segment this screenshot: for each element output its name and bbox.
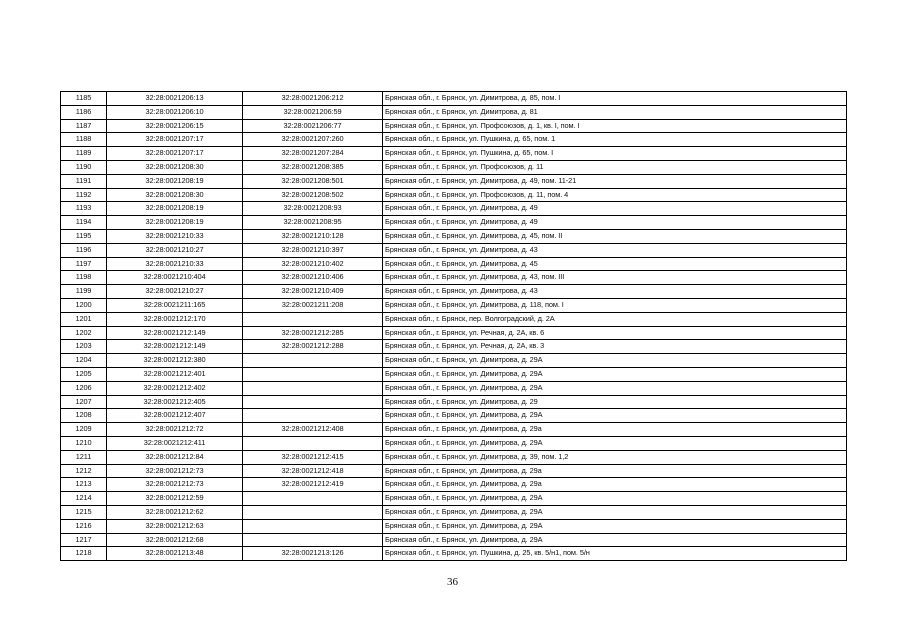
row-number-cell: 1211 (61, 450, 107, 464)
table-row (61, 423, 847, 437)
object-cadastral-number-cell: 32:28:0021208:385 (243, 160, 383, 174)
address-cell: Брянская обл., г. Брянск, ул. Димитрова, д. 45 (383, 257, 847, 271)
object-cadastral-number-cell (243, 533, 383, 547)
object-cadastral-number-cell (243, 354, 383, 368)
row-number-cell: 1215 (61, 505, 107, 519)
object-cadastral-number-cell: 32:28:0021212:408 (243, 423, 383, 437)
parcel-cadastral-number-cell: 32:28:0021208:19 (107, 202, 243, 216)
table-row (61, 160, 847, 174)
parcel-cadastral-number-cell: 32:28:0021213:48 (107, 547, 243, 561)
address-cell: Брянская обл., г. Брянск, ул. Димитрова, д. 29а (383, 464, 847, 478)
address-cell: Брянская обл., г. Брянск, ул. Пушкина, д. 25, кв. 5/н1, пом. 5/н (383, 547, 847, 561)
row-number-cell: 1205 (61, 367, 107, 381)
parcel-cadastral-number-cell: 32:28:0021212:402 (107, 381, 243, 395)
object-cadastral-number-cell: 32:28:0021206:77 (243, 119, 383, 133)
object-cadastral-number-cell: 32:28:0021207:284 (243, 147, 383, 161)
object-cadastral-number-cell (243, 519, 383, 533)
row-number-cell: 1217 (61, 533, 107, 547)
row-number-cell: 1198 (61, 271, 107, 285)
object-cadastral-number-cell: 32:28:0021210:409 (243, 285, 383, 299)
parcel-cadastral-number-cell: 32:28:0021212:149 (107, 326, 243, 340)
row-number-cell: 1187 (61, 119, 107, 133)
parcel-cadastral-number-cell: 32:28:0021208:19 (107, 216, 243, 230)
object-cadastral-number-cell: 32:28:0021208:502 (243, 188, 383, 202)
row-number-cell: 1204 (61, 354, 107, 368)
parcel-cadastral-number-cell: 32:28:0021206:13 (107, 92, 243, 106)
row-number-cell: 1192 (61, 188, 107, 202)
object-cadastral-number-cell: 32:28:0021206:59 (243, 105, 383, 119)
object-cadastral-number-cell: 32:28:0021210:397 (243, 243, 383, 257)
address-cell: Брянская обл., г. Брянск, ул. Димитрова, д. 43, пом. III (383, 271, 847, 285)
table-row (61, 519, 847, 533)
table-row (61, 478, 847, 492)
parcel-cadastral-number-cell: 32:28:0021206:15 (107, 119, 243, 133)
address-cell: Брянская обл., г. Брянск, ул. Димитрова, д. 29А (383, 492, 847, 506)
object-cadastral-number-cell: 32:28:0021212:419 (243, 478, 383, 492)
object-cadastral-number-cell (243, 381, 383, 395)
table-row (61, 229, 847, 243)
object-cadastral-number-cell (243, 505, 383, 519)
object-cadastral-number-cell (243, 395, 383, 409)
table-row (61, 188, 847, 202)
row-number-cell: 1185 (61, 92, 107, 106)
object-cadastral-number-cell: 32:28:0021210:402 (243, 257, 383, 271)
row-number-cell: 1193 (61, 202, 107, 216)
parcel-cadastral-number-cell: 32:28:0021212:380 (107, 354, 243, 368)
row-number-cell: 1202 (61, 326, 107, 340)
address-cell: Брянская обл., г. Брянск, ул. Димитрова, д. 49 (383, 202, 847, 216)
parcel-cadastral-number-cell: 32:28:0021210:404 (107, 271, 243, 285)
table-row (61, 216, 847, 230)
parcel-cadastral-number-cell: 32:28:0021207:17 (107, 147, 243, 161)
cadastral-registry-table (60, 91, 847, 561)
address-cell: Брянская обл., г. Брянск, ул. Профсоюзов, д. 11, пом. 4 (383, 188, 847, 202)
address-cell: Брянская обл., г. Брянск, ул. Димитрова, д. 29А (383, 409, 847, 423)
table-row (61, 119, 847, 133)
address-cell: Брянская обл., г. Брянск, ул. Димитрова, д. 29А (383, 505, 847, 519)
object-cadastral-number-cell (243, 367, 383, 381)
parcel-cadastral-number-cell: 32:28:0021212:73 (107, 464, 243, 478)
row-number-cell: 1194 (61, 216, 107, 230)
parcel-cadastral-number-cell: 32:28:0021210:27 (107, 285, 243, 299)
table-row (61, 147, 847, 161)
row-number-cell: 1200 (61, 298, 107, 312)
address-cell: Брянская обл., г. Брянск, ул. Димитрова, д. 29А (383, 381, 847, 395)
table-row (61, 381, 847, 395)
table-row (61, 298, 847, 312)
object-cadastral-number-cell: 32:28:0021206:212 (243, 92, 383, 106)
object-cadastral-number-cell: 32:28:0021211:208 (243, 298, 383, 312)
table-row (61, 285, 847, 299)
parcel-cadastral-number-cell: 32:28:0021212:84 (107, 450, 243, 464)
address-cell: Брянская обл., г. Брянск, ул. Димитрова, д. 29А (383, 367, 847, 381)
parcel-cadastral-number-cell: 32:28:0021211:165 (107, 298, 243, 312)
address-cell: Брянская обл., г. Брянск, ул. Димитрова, д. 39, пом. 1,2 (383, 450, 847, 464)
table-row (61, 326, 847, 340)
row-number-cell: 1201 (61, 312, 107, 326)
parcel-cadastral-number-cell: 32:28:0021212:407 (107, 409, 243, 423)
row-number-cell: 1199 (61, 285, 107, 299)
object-cadastral-number-cell: 32:28:0021208:501 (243, 174, 383, 188)
address-cell: Брянская обл., г. Брянск, ул. Профсоюзов, д. 11 (383, 160, 847, 174)
parcel-cadastral-number-cell: 32:28:0021212:72 (107, 423, 243, 437)
table-row (61, 492, 847, 506)
object-cadastral-number-cell (243, 312, 383, 326)
table-row (61, 354, 847, 368)
address-cell: Брянская обл., г. Брянск, ул. Димитрова, д. 49, пом. 11-21 (383, 174, 847, 188)
parcel-cadastral-number-cell: 32:28:0021212:411 (107, 436, 243, 450)
parcel-cadastral-number-cell: 32:28:0021212:149 (107, 340, 243, 354)
table-row (61, 367, 847, 381)
object-cadastral-number-cell: 32:28:0021208:95 (243, 216, 383, 230)
object-cadastral-number-cell: 32:28:0021212:418 (243, 464, 383, 478)
parcel-cadastral-number-cell: 32:28:0021212:73 (107, 478, 243, 492)
row-number-cell: 1218 (61, 547, 107, 561)
table-row (61, 533, 847, 547)
object-cadastral-number-cell: 32:28:0021208:93 (243, 202, 383, 216)
table-row (61, 312, 847, 326)
table-row (61, 409, 847, 423)
address-cell: Брянская обл., г. Брянск, ул. Димитрова, д. 45, пом. II (383, 229, 847, 243)
parcel-cadastral-number-cell: 32:28:0021210:33 (107, 257, 243, 271)
row-number-cell: 1213 (61, 478, 107, 492)
parcel-cadastral-number-cell: 32:28:0021212:63 (107, 519, 243, 533)
address-cell: Брянская обл., г. Брянск, ул. Димитрова, д. 29А (383, 354, 847, 368)
table-row (61, 174, 847, 188)
table-row (61, 436, 847, 450)
parcel-cadastral-number-cell: 32:28:0021212:59 (107, 492, 243, 506)
table-row (61, 202, 847, 216)
address-cell: Брянская обл., г. Брянск, ул. Димитрова, д. 29 (383, 395, 847, 409)
table-row (61, 133, 847, 147)
table-row (61, 340, 847, 354)
parcel-cadastral-number-cell: 32:28:0021208:30 (107, 188, 243, 202)
object-cadastral-number-cell (243, 492, 383, 506)
row-number-cell: 1197 (61, 257, 107, 271)
address-cell: Брянская обл., г. Брянск, ул. Димитрова, д. 29а (383, 478, 847, 492)
row-number-cell: 1186 (61, 105, 107, 119)
address-cell: Брянская обл., г. Брянск, ул. Пушкина, д. 65, пом. I (383, 147, 847, 161)
table-row (61, 271, 847, 285)
object-cadastral-number-cell (243, 436, 383, 450)
address-cell: Брянская обл., г. Брянск, ул. Пушкина, д. 65, пом. 1 (383, 133, 847, 147)
address-cell: Брянская обл., г. Брянск, ул. Димитрова, д. 118, пом. I (383, 298, 847, 312)
parcel-cadastral-number-cell: 32:28:0021208:30 (107, 160, 243, 174)
table-row (61, 105, 847, 119)
row-number-cell: 1206 (61, 381, 107, 395)
parcel-cadastral-number-cell: 32:28:0021212:401 (107, 367, 243, 381)
parcel-cadastral-number-cell: 32:28:0021212:62 (107, 505, 243, 519)
address-cell: Брянская обл., г. Брянск, ул. Димитрова, д. 49 (383, 216, 847, 230)
row-number-cell: 1190 (61, 160, 107, 174)
row-number-cell: 1195 (61, 229, 107, 243)
row-number-cell: 1191 (61, 174, 107, 188)
row-number-cell: 1207 (61, 395, 107, 409)
parcel-cadastral-number-cell: 32:28:0021208:19 (107, 174, 243, 188)
parcel-cadastral-number-cell: 32:28:0021212:68 (107, 533, 243, 547)
row-number-cell: 1208 (61, 409, 107, 423)
row-number-cell: 1209 (61, 423, 107, 437)
table-row (61, 505, 847, 519)
address-cell: Брянская обл., г. Брянск, пер. Волгоградский, д. 2А (383, 312, 847, 326)
address-cell: Брянская обл., г. Брянск, ул. Речная, д. 2А, кв. 3 (383, 340, 847, 354)
address-cell: Брянская обл., г. Брянск, ул. Димитрова, д. 29А (383, 436, 847, 450)
address-cell: Брянская обл., г. Брянск, ул. Профсоюзов, д. 1, кв. I, пом. I (383, 119, 847, 133)
row-number-cell: 1196 (61, 243, 107, 257)
page-number: 36 (447, 576, 458, 588)
table-row (61, 92, 847, 106)
row-number-cell: 1203 (61, 340, 107, 354)
table-row (61, 547, 847, 561)
address-cell: Брянская обл., г. Брянск, ул. Димитрова, д. 29а (383, 423, 847, 437)
parcel-cadastral-number-cell: 32:28:0021210:33 (107, 229, 243, 243)
object-cadastral-number-cell: 32:28:0021213:126 (243, 547, 383, 561)
parcel-cadastral-number-cell: 32:28:0021212:405 (107, 395, 243, 409)
parcel-cadastral-number-cell: 32:28:0021206:10 (107, 105, 243, 119)
object-cadastral-number-cell: 32:28:0021212:285 (243, 326, 383, 340)
address-cell: Брянская обл., г. Брянск, ул. Димитрова, д. 43 (383, 285, 847, 299)
address-cell: Брянская обл., г. Брянск, ул. Димитрова, д. 29А (383, 519, 847, 533)
parcel-cadastral-number-cell: 32:28:0021207:17 (107, 133, 243, 147)
row-number-cell: 1210 (61, 436, 107, 450)
row-number-cell: 1212 (61, 464, 107, 478)
object-cadastral-number-cell (243, 409, 383, 423)
address-cell: Брянская обл., г. Брянск, ул. Димитрова, д. 43 (383, 243, 847, 257)
table-row (61, 243, 847, 257)
row-number-cell: 1216 (61, 519, 107, 533)
address-cell: Брянская обл., г. Брянск, ул. Димитрова, д. 85, пом. I (383, 92, 847, 106)
parcel-cadastral-number-cell: 32:28:0021212:170 (107, 312, 243, 326)
table-row (61, 450, 847, 464)
address-cell: Брянская обл., г. Брянск, ул. Димитрова, д. 81 (383, 105, 847, 119)
object-cadastral-number-cell: 32:28:0021210:128 (243, 229, 383, 243)
object-cadastral-number-cell: 32:28:0021212:288 (243, 340, 383, 354)
row-number-cell: 1189 (61, 147, 107, 161)
row-number-cell: 1214 (61, 492, 107, 506)
object-cadastral-number-cell: 32:28:0021207:260 (243, 133, 383, 147)
row-number-cell: 1188 (61, 133, 107, 147)
address-cell: Брянская обл., г. Брянск, ул. Димитрова, д. 29А (383, 533, 847, 547)
object-cadastral-number-cell: 32:28:0021210:406 (243, 271, 383, 285)
registry-table-body (61, 92, 847, 561)
table-row (61, 464, 847, 478)
object-cadastral-number-cell: 32:28:0021212:415 (243, 450, 383, 464)
address-cell: Брянская обл., г. Брянск, ул. Речная, д. 2А, кв. 6 (383, 326, 847, 340)
table-row (61, 395, 847, 409)
table-row (61, 257, 847, 271)
parcel-cadastral-number-cell: 32:28:0021210:27 (107, 243, 243, 257)
